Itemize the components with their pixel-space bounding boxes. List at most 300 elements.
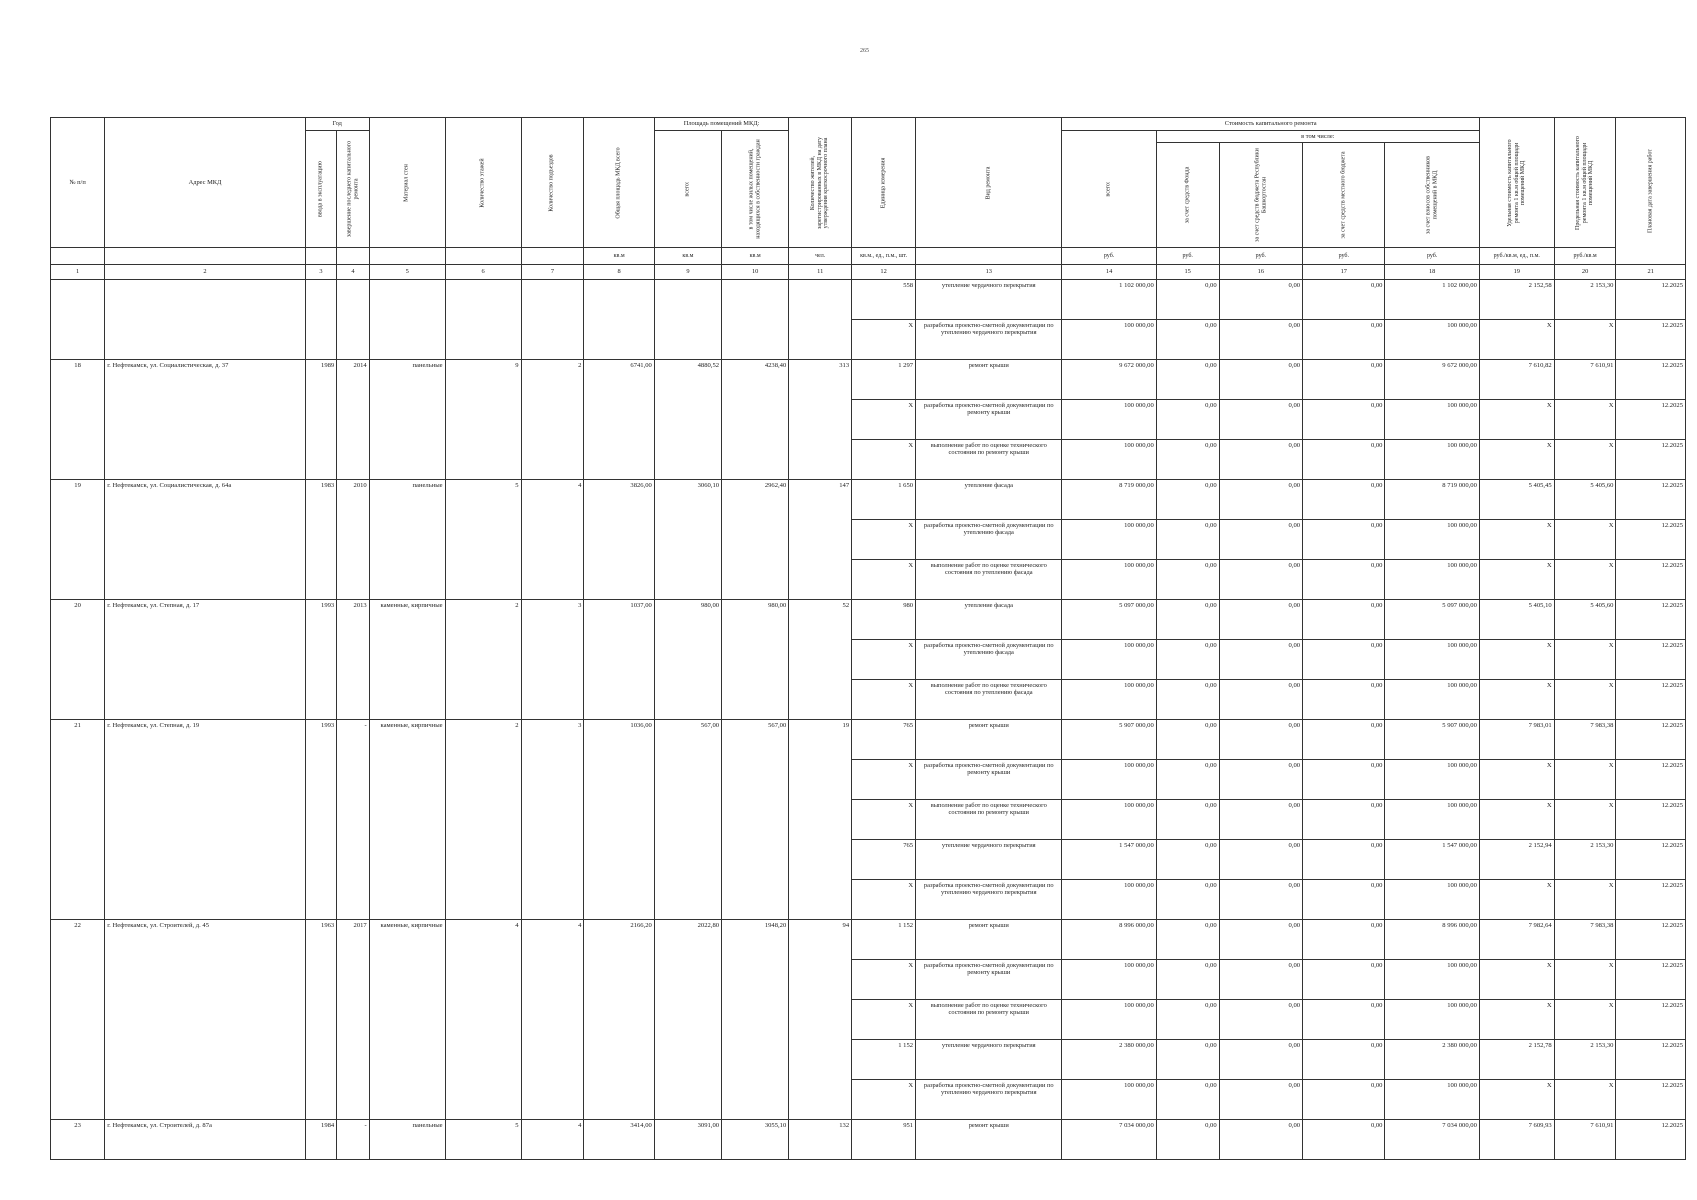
resident-count: 132 — [789, 1120, 852, 1160]
premises-owned: 980,00 — [722, 600, 789, 720]
cost-local: 0,00 — [1303, 320, 1385, 360]
cost-republic: 0,00 — [1219, 800, 1302, 840]
end-date: 12.2025 — [1616, 680, 1686, 720]
unit-empty — [51, 248, 105, 265]
max-cost: Х — [1554, 400, 1616, 440]
unit-premises-owned: кв.м — [722, 248, 789, 265]
cost-republic: 0,00 — [1219, 320, 1302, 360]
total-area: 1037,00 — [584, 600, 654, 720]
cost-owners: 100 000,00 — [1385, 440, 1479, 480]
floor-count: 2 — [445, 600, 521, 720]
cost-owners: 100 000,00 — [1385, 880, 1479, 920]
hdr-num: № п/п — [51, 118, 105, 248]
cost-republic: 0,00 — [1219, 360, 1302, 400]
year-commission: 1993 — [305, 600, 336, 720]
unit-empty — [105, 248, 306, 265]
cost-local: 0,00 — [1303, 360, 1385, 400]
specific-cost: Х — [1479, 520, 1554, 560]
max-cost: 5 405,60 — [1554, 480, 1616, 520]
premises-owned: 567,00 — [722, 720, 789, 920]
work-unit: 558 — [852, 280, 916, 320]
work-type: выполнение работ по оценке технического состояния по ремонту крыши — [916, 440, 1062, 480]
max-cost: 2 153,30 — [1554, 840, 1616, 880]
unit-cost-owners: руб. — [1385, 248, 1479, 265]
cost-total: 100 000,00 — [1062, 800, 1156, 840]
year-last-repair: - — [337, 720, 370, 920]
cost-total: 100 000,00 — [1062, 680, 1156, 720]
page-number: 265 — [860, 48, 869, 54]
hdr-cost-fund: за счет средств Фонда — [1156, 143, 1219, 248]
year-commission: 1983 — [305, 480, 336, 600]
unit-empty — [337, 248, 370, 265]
floor-count: 5 — [445, 480, 521, 600]
end-date: 12.2025 — [1616, 480, 1686, 520]
cost-owners: 100 000,00 — [1385, 320, 1479, 360]
work-unit: 980 — [852, 600, 916, 640]
work-unit: Х — [852, 320, 916, 360]
end-date: 12.2025 — [1616, 800, 1686, 840]
cost-fund: 0,00 — [1156, 640, 1219, 680]
table-row — [51, 720, 1686, 760]
cost-local: 0,00 — [1303, 400, 1385, 440]
total-area: 2166,20 — [584, 920, 654, 1120]
table-row — [51, 360, 1686, 400]
specific-cost: 7 982,64 — [1479, 920, 1554, 960]
column-number-cell: 19 — [1479, 265, 1554, 280]
cost-total: 100 000,00 — [1062, 1000, 1156, 1040]
work-unit: 1 152 — [852, 920, 916, 960]
end-date: 12.2025 — [1616, 280, 1686, 320]
work-unit: Х — [852, 1000, 916, 1040]
work-type: выполнение работ по оценке технического состояния по утеплению фасада — [916, 680, 1062, 720]
hdr-entrances: Количество подъездов — [521, 118, 584, 248]
unit-empty — [305, 248, 336, 265]
cost-fund: 0,00 — [1156, 400, 1219, 440]
specific-cost: Х — [1479, 1000, 1554, 1040]
max-cost: Х — [1554, 760, 1616, 800]
cost-owners: 100 000,00 — [1385, 760, 1479, 800]
work-type: ремонт крыши — [916, 1120, 1062, 1160]
work-type: утепление чердачного перекрытия — [916, 1040, 1062, 1080]
cost-owners: 100 000,00 — [1385, 400, 1479, 440]
cost-owners: 100 000,00 — [1385, 560, 1479, 600]
cost-owners: 1 102 000,00 — [1385, 280, 1479, 320]
hdr-end-date: Плановая дата завершения работ — [1616, 118, 1686, 265]
cost-republic: 0,00 — [1219, 880, 1302, 920]
cost-local: 0,00 — [1303, 800, 1385, 840]
cost-republic: 0,00 — [1219, 560, 1302, 600]
cost-republic: 0,00 — [1219, 920, 1302, 960]
premises-total: 2022,80 — [654, 920, 721, 1120]
cost-local: 0,00 — [1303, 840, 1385, 880]
max-cost: Х — [1554, 560, 1616, 600]
entrance-count: 3 — [521, 600, 584, 720]
entrance-count: 4 — [521, 480, 584, 600]
cost-republic: 0,00 — [1219, 640, 1302, 680]
specific-cost: Х — [1479, 800, 1554, 840]
specific-cost: 5 405,45 — [1479, 480, 1554, 520]
specific-cost: Х — [1479, 960, 1554, 1000]
cost-local: 0,00 — [1303, 1080, 1385, 1120]
work-unit: 765 — [852, 720, 916, 760]
unit-cost-local: руб. — [1303, 248, 1385, 265]
end-date: 12.2025 — [1616, 720, 1686, 760]
building-address: г. Нефтекамск, ул. Строителей, д. 45 — [105, 920, 306, 1120]
end-date: 12.2025 — [1616, 760, 1686, 800]
year-last-repair: - — [337, 1120, 370, 1160]
hdr-cost-local: за счет средств местного бюджета — [1303, 143, 1385, 248]
max-cost: 7 983,38 — [1554, 920, 1616, 960]
cost-total: 9 672 000,00 — [1062, 360, 1156, 400]
specific-cost: Х — [1479, 680, 1554, 720]
work-unit: 951 — [852, 1120, 916, 1160]
cost-republic: 0,00 — [1219, 440, 1302, 480]
premises-owned: 3055,10 — [722, 1120, 789, 1160]
hdr-year-last-repair: завершение последнего капитального ремонта — [337, 131, 370, 248]
column-number-cell: 12 — [852, 265, 916, 280]
unit-empty — [445, 248, 521, 265]
column-number-row — [51, 265, 1686, 280]
entrance-count: 2 — [521, 360, 584, 480]
column-number-cell: 4 — [337, 265, 370, 280]
cost-fund: 0,00 — [1156, 800, 1219, 840]
year-commission: 1963 — [305, 920, 336, 1120]
end-date: 12.2025 — [1616, 360, 1686, 400]
cost-local: 0,00 — [1303, 280, 1385, 320]
cost-total: 1 547 000,00 — [1062, 840, 1156, 880]
wall-material: панельные — [369, 360, 445, 480]
cost-total: 100 000,00 — [1062, 440, 1156, 480]
cost-local: 0,00 — [1303, 920, 1385, 960]
cost-fund: 0,00 — [1156, 360, 1219, 400]
cost-total: 8 996 000,00 — [1062, 920, 1156, 960]
cost-republic: 0,00 — [1219, 1120, 1302, 1160]
hdr-residents: Количество жителей, зарегистрированных в МКД на дату утверждения краткосрочного плана — [789, 118, 852, 248]
floor-count: 2 — [445, 720, 521, 920]
specific-cost: 2 152,78 — [1479, 1040, 1554, 1080]
year-last-repair: 2017 — [337, 920, 370, 1120]
hdr-cost-group: Стоимость капитального ремонта — [1062, 118, 1479, 131]
cost-total: 8 719 000,00 — [1062, 480, 1156, 520]
specific-cost: Х — [1479, 560, 1554, 600]
unit-total-area: кв.м — [584, 248, 654, 265]
column-number-cell: 14 — [1062, 265, 1156, 280]
wall-material: каменные, кирпичные — [369, 920, 445, 1120]
hdr-cost-total: всего: — [1062, 131, 1156, 248]
year-commission: 1993 — [305, 720, 336, 920]
cost-total: 2 380 000,00 — [1062, 1040, 1156, 1080]
wall-material: панельные — [369, 480, 445, 600]
year-commission: 1989 — [305, 360, 336, 480]
cost-local: 0,00 — [1303, 720, 1385, 760]
end-date: 12.2025 — [1616, 960, 1686, 1000]
premises-owned: 2962,40 — [722, 480, 789, 600]
cost-fund: 0,00 — [1156, 440, 1219, 480]
unit-empty — [916, 248, 1062, 265]
premises-total: 3091,00 — [654, 1120, 721, 1160]
floor-count — [445, 280, 521, 360]
end-date: 12.2025 — [1616, 880, 1686, 920]
cost-republic: 0,00 — [1219, 520, 1302, 560]
work-unit: Х — [852, 800, 916, 840]
cost-fund: 0,00 — [1156, 1080, 1219, 1120]
cost-local: 0,00 — [1303, 600, 1385, 640]
floor-count: 5 — [445, 1120, 521, 1160]
cost-owners: 100 000,00 — [1385, 640, 1479, 680]
cost-republic: 0,00 — [1219, 280, 1302, 320]
max-cost: 2 153,30 — [1554, 280, 1616, 320]
cost-owners: 2 380 000,00 — [1385, 1040, 1479, 1080]
work-unit: Х — [852, 1080, 916, 1120]
specific-cost: 5 405,10 — [1479, 600, 1554, 640]
work-type: разработка проектно-сметной документации по утеплению чердачного перекрытия — [916, 320, 1062, 360]
work-type: разработка проектно-сметной документации по утеплению чердачного перекрытия — [916, 1080, 1062, 1120]
work-type: разработка проектно-сметной документации по утеплению фасада — [916, 640, 1062, 680]
cost-republic: 0,00 — [1219, 400, 1302, 440]
specific-cost: 7 983,01 — [1479, 720, 1554, 760]
wall-material: каменные, кирпичные — [369, 600, 445, 720]
work-unit: 765 — [852, 840, 916, 880]
total-area — [584, 280, 654, 360]
resident-count: 94 — [789, 920, 852, 1120]
premises-total — [654, 280, 721, 360]
max-cost: Х — [1554, 680, 1616, 720]
cost-total: 100 000,00 — [1062, 880, 1156, 920]
work-unit: Х — [852, 960, 916, 1000]
work-unit: Х — [852, 880, 916, 920]
table-row — [51, 1120, 1686, 1160]
work-unit: 1 152 — [852, 1040, 916, 1080]
cost-local: 0,00 — [1303, 760, 1385, 800]
column-number-cell: 11 — [789, 265, 852, 280]
total-area: 6741,00 — [584, 360, 654, 480]
cost-owners: 100 000,00 — [1385, 680, 1479, 720]
cost-republic: 0,00 — [1219, 960, 1302, 1000]
hdr-total-area: Общая площадь МКД всего — [584, 118, 654, 248]
premises-owned: 1948,20 — [722, 920, 789, 1120]
hdr-address: Адрес МКД — [105, 118, 306, 248]
cost-total: 100 000,00 — [1062, 1080, 1156, 1120]
premises-total: 3060,10 — [654, 480, 721, 600]
end-date: 12.2025 — [1616, 840, 1686, 880]
cost-total: 5 907 000,00 — [1062, 720, 1156, 760]
end-date: 12.2025 — [1616, 400, 1686, 440]
cost-total: 5 097 000,00 — [1062, 600, 1156, 640]
work-unit: Х — [852, 760, 916, 800]
table-body — [51, 280, 1686, 1160]
specific-cost: Х — [1479, 640, 1554, 680]
max-cost: Х — [1554, 880, 1616, 920]
end-date: 12.2025 — [1616, 520, 1686, 560]
max-cost: Х — [1554, 320, 1616, 360]
entrance-count — [521, 280, 584, 360]
end-date: 12.2025 — [1616, 920, 1686, 960]
specific-cost: Х — [1479, 320, 1554, 360]
specific-cost: 2 152,94 — [1479, 840, 1554, 880]
cost-fund: 0,00 — [1156, 1120, 1219, 1160]
cost-total: 7 034 000,00 — [1062, 1120, 1156, 1160]
hdr-year-group: Год — [305, 118, 369, 131]
row-number: 21 — [51, 720, 105, 920]
table-row — [51, 280, 1686, 320]
row-number: 20 — [51, 600, 105, 720]
work-unit: Х — [852, 520, 916, 560]
max-cost: 5 405,60 — [1554, 600, 1616, 640]
cost-fund: 0,00 — [1156, 560, 1219, 600]
cost-local: 0,00 — [1303, 1120, 1385, 1160]
row-number: 23 — [51, 1120, 105, 1160]
cost-fund: 0,00 — [1156, 480, 1219, 520]
resident-count — [789, 280, 852, 360]
work-type: ремонт крыши — [916, 720, 1062, 760]
max-cost: 7 983,38 — [1554, 720, 1616, 760]
cost-owners: 100 000,00 — [1385, 520, 1479, 560]
work-type: разработка проектно-сметной документации по ремонту крыши — [916, 400, 1062, 440]
work-unit: Х — [852, 680, 916, 720]
cost-local: 0,00 — [1303, 640, 1385, 680]
work-type: разработка проектно-сметной документации по утеплению чердачного перекрытия — [916, 880, 1062, 920]
row-number: 19 — [51, 480, 105, 600]
work-unit: 1 297 — [852, 360, 916, 400]
column-number-cell: 13 — [916, 265, 1062, 280]
building-address: г. Нефтекамск, ул. Строителей, д. 87а — [105, 1120, 306, 1160]
column-number-cell: 15 — [1156, 265, 1219, 280]
specific-cost: Х — [1479, 440, 1554, 480]
work-type: утепление фасада — [916, 480, 1062, 520]
building-address: г. Нефтекамск, ул. Социалистическая, д. 64а — [105, 480, 306, 600]
specific-cost: Х — [1479, 400, 1554, 440]
max-cost: 7 610,91 — [1554, 1120, 1616, 1160]
resident-count: 52 — [789, 600, 852, 720]
row-number — [51, 280, 105, 360]
work-type: ремонт крыши — [916, 920, 1062, 960]
max-cost: Х — [1554, 440, 1616, 480]
cost-local: 0,00 — [1303, 520, 1385, 560]
entrance-count: 3 — [521, 720, 584, 920]
total-area: 3414,00 — [584, 1120, 654, 1160]
cost-owners: 7 034 000,00 — [1385, 1120, 1479, 1160]
cost-republic: 0,00 — [1219, 680, 1302, 720]
premises-total: 567,00 — [654, 720, 721, 920]
unit-max: руб./кв.м — [1554, 248, 1616, 265]
cost-owners: 100 000,00 — [1385, 1080, 1479, 1120]
end-date: 12.2025 — [1616, 1040, 1686, 1080]
column-number-cell: 10 — [722, 265, 789, 280]
specific-cost: Х — [1479, 880, 1554, 920]
work-type: выполнение работ по оценке технического состояния по утеплению фасада — [916, 560, 1062, 600]
max-cost: 2 153,30 — [1554, 1040, 1616, 1080]
work-unit: Х — [852, 440, 916, 480]
table-row — [51, 920, 1686, 960]
end-date: 12.2025 — [1616, 640, 1686, 680]
premises-total: 4880,52 — [654, 360, 721, 480]
entrance-count: 4 — [521, 920, 584, 1120]
cost-fund: 0,00 — [1156, 680, 1219, 720]
wall-material: каменные, кирпичные — [369, 720, 445, 920]
hdr-wall-material: Материал стен — [369, 118, 445, 248]
premises-owned — [722, 280, 789, 360]
max-cost: Х — [1554, 640, 1616, 680]
cost-local: 0,00 — [1303, 880, 1385, 920]
column-number-cell: 1 — [51, 265, 105, 280]
cost-fund: 0,00 — [1156, 320, 1219, 360]
work-type: разработка проектно-сметной документации по ремонту крыши — [916, 760, 1062, 800]
cost-owners: 5 907 000,00 — [1385, 720, 1479, 760]
work-type: разработка проектно-сметной документации по ремонту крыши — [916, 960, 1062, 1000]
cost-fund: 0,00 — [1156, 880, 1219, 920]
end-date: 12.2025 — [1616, 440, 1686, 480]
work-type: ремонт крыши — [916, 360, 1062, 400]
cost-fund: 0,00 — [1156, 920, 1219, 960]
end-date: 12.2025 — [1616, 600, 1686, 640]
unit-cost-fund: руб. — [1156, 248, 1219, 265]
specific-cost: 7 610,82 — [1479, 360, 1554, 400]
cost-local: 0,00 — [1303, 960, 1385, 1000]
end-date: 12.2025 — [1616, 320, 1686, 360]
column-number-cell: 8 — [584, 265, 654, 280]
hdr-max-cost: Предельная стоимость капитального ремонта 1 кв.м общей площади помещений МКД — [1554, 118, 1616, 248]
column-number-cell: 2 — [105, 265, 306, 280]
cost-fund: 0,00 — [1156, 600, 1219, 640]
column-number-cell: 16 — [1219, 265, 1302, 280]
max-cost: Х — [1554, 800, 1616, 840]
year-commission: 1984 — [305, 1120, 336, 1160]
cost-local: 0,00 — [1303, 680, 1385, 720]
cost-republic: 0,00 — [1219, 600, 1302, 640]
cost-fund: 0,00 — [1156, 760, 1219, 800]
work-type: утепление фасада — [916, 600, 1062, 640]
unit-premises-total: кв.м — [654, 248, 721, 265]
cost-fund: 0,00 — [1156, 1040, 1219, 1080]
specific-cost: Х — [1479, 1080, 1554, 1120]
resident-count: 313 — [789, 360, 852, 480]
premises-total: 980,00 — [654, 600, 721, 720]
cost-fund: 0,00 — [1156, 960, 1219, 1000]
column-number-cell: 9 — [654, 265, 721, 280]
cost-total: 100 000,00 — [1062, 400, 1156, 440]
building-address: г. Нефтекамск, ул. Степная, д. 19 — [105, 720, 306, 920]
end-date: 12.2025 — [1616, 560, 1686, 600]
cost-republic: 0,00 — [1219, 1080, 1302, 1120]
year-last-repair — [337, 280, 370, 360]
unit-cost-total: руб. — [1062, 248, 1156, 265]
column-number-cell: 17 — [1303, 265, 1385, 280]
work-type: разработка проектно-сметной документации по утеплению фасада — [916, 520, 1062, 560]
year-commission — [305, 280, 336, 360]
hdr-incl: в том числе: — [1156, 131, 1479, 143]
floor-count: 4 — [445, 920, 521, 1120]
specific-cost: 7 609,93 — [1479, 1120, 1554, 1160]
floor-count: 9 — [445, 360, 521, 480]
unit-residents: чел. — [789, 248, 852, 265]
unit-specific: руб./кв.м, ед., п.м. — [1479, 248, 1554, 265]
work-unit: Х — [852, 560, 916, 600]
cost-total: 100 000,00 — [1062, 960, 1156, 1000]
column-number-cell: 20 — [1554, 265, 1616, 280]
hdr-premises-group: Площадь помещений МКД: — [654, 118, 788, 131]
unit-empty — [521, 248, 584, 265]
year-last-repair: 2010 — [337, 480, 370, 600]
table-row — [51, 480, 1686, 520]
cost-owners: 8 996 000,00 — [1385, 920, 1479, 960]
total-area: 1036,00 — [584, 720, 654, 920]
end-date: 12.2025 — [1616, 1080, 1686, 1120]
hdr-work-type: Вид ремонта — [916, 118, 1062, 248]
column-number-cell: 6 — [445, 265, 521, 280]
cost-owners: 100 000,00 — [1385, 800, 1479, 840]
hdr-unit: Единица измерения — [852, 118, 916, 248]
hdr-year-commission: ввода в эксплуатацию — [305, 131, 336, 248]
